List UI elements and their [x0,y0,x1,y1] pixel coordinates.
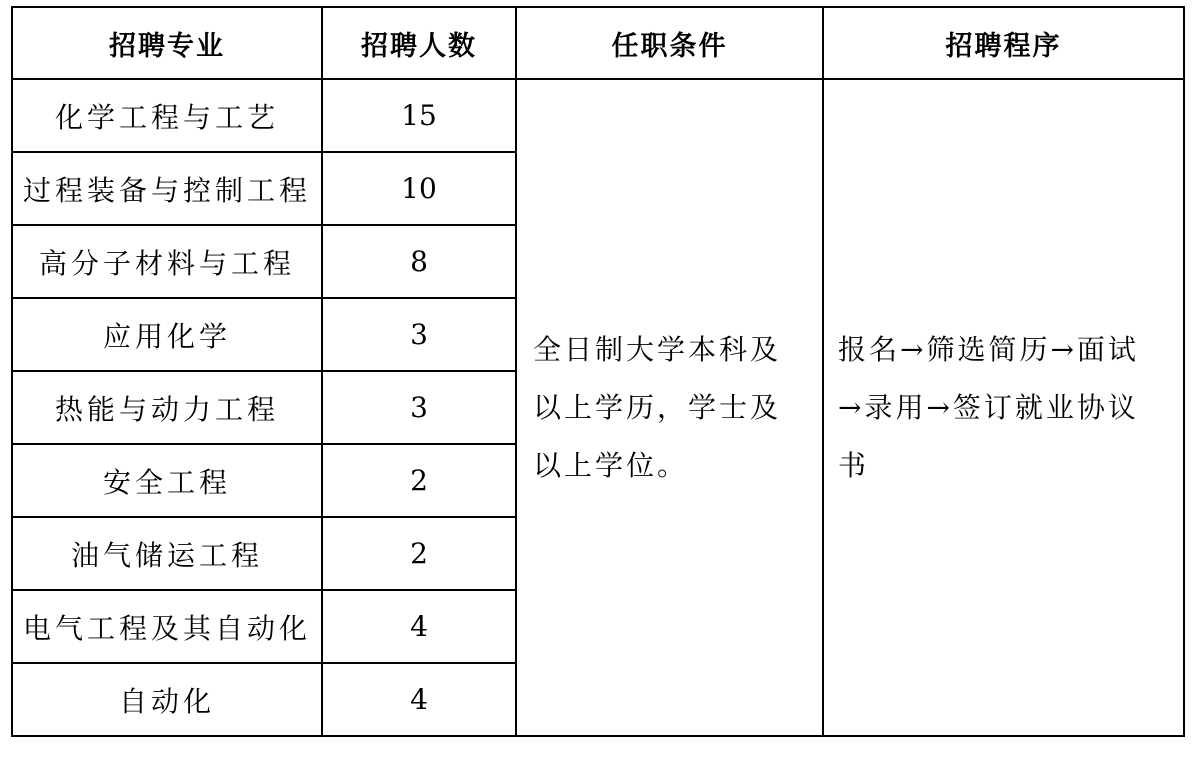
table-header-row [12,7,1184,79]
count-cell: 3 [322,298,516,371]
header-count: 招聘人数 [322,7,516,79]
count-cell: 8 [322,225,516,298]
count-cell: 15 [322,79,516,152]
major-cell: 电气工程及其自动化 [12,590,322,663]
count-cell: 2 [322,444,516,517]
count-cell: 4 [322,663,516,736]
recruitment-table [11,6,1185,737]
header-procedure: 招聘程序 [823,7,1184,79]
major-cell: 应用化学 [12,298,322,371]
requirements-text: 全日制大学本科及以上学历，学士及以上学位。 [533,332,782,482]
major-cell: 油气储运工程 [12,517,322,590]
header-major: 招聘专业 [12,7,322,79]
major-cell: 自动化 [12,663,322,736]
major-cell: 热能与动力工程 [12,371,322,444]
table-row [12,79,1184,152]
major-cell: 化学工程与工艺 [12,79,322,152]
count-cell: 10 [322,152,516,225]
header-requirements: 任职条件 [516,7,823,79]
count-cell: 3 [322,371,516,444]
cropped-text-fragment [70,748,230,763]
count-cell: 2 [322,517,516,590]
procedure-cell [823,79,1184,736]
count-cell: 4 [322,590,516,663]
procedure-text: 报名→筛选简历→面试→录用→签订就业协议书 [838,332,1139,482]
requirements-cell [516,79,823,736]
major-cell: 安全工程 [12,444,322,517]
major-cell: 高分子材料与工程 [12,225,322,298]
major-cell: 过程装备与控制工程 [12,152,322,225]
